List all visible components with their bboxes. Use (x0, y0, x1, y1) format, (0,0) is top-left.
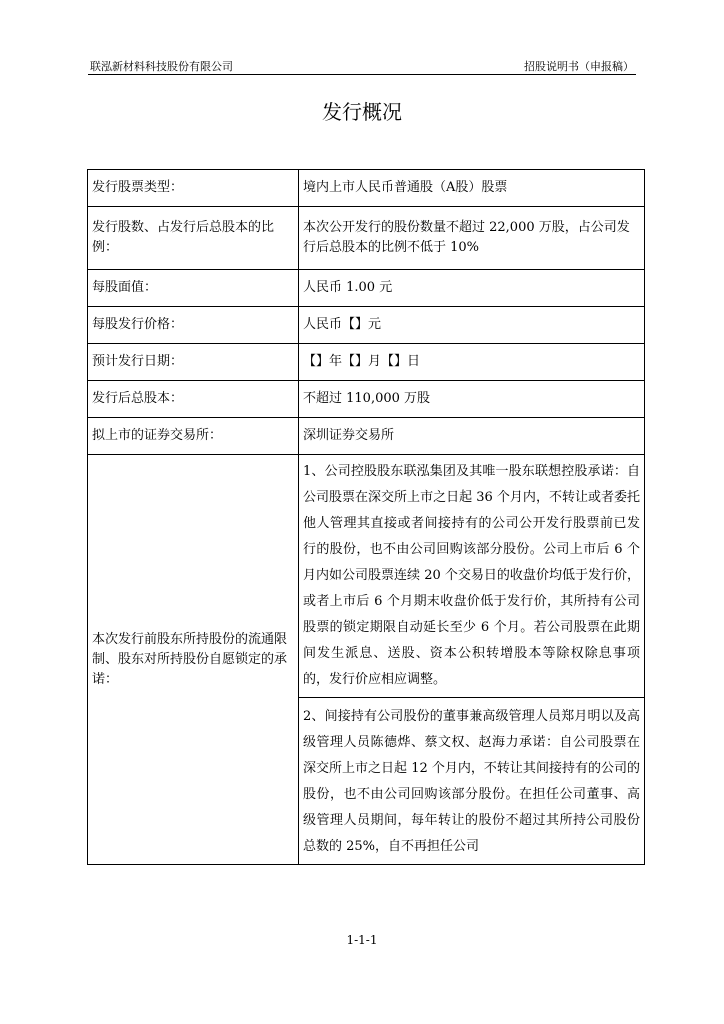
row-value: 深圳证券交易所 (299, 418, 645, 455)
lockup-label: 本次发行前股东所持股份的流通限制、股东对所持股份自愿锁定的承诺： (88, 455, 299, 865)
commitment-paragraph: 1、公司控股股东联泓集团及其唯一股东联想控股承诺：自公司股票在深交所上市之日起 36 个月内，不转让或者委托他人管理其直接或者间接持有的公司公开发行股票前已发行的股份，也不由公司回购该部分股份。公司上市后 6 个月内如公司股票连续 20 个交易日的收盘价均低于发行价，或者上市后 6 个月期末收盘价低于发行价，其所持有公司股票的锁定期限自动延长至少 6 个月。若公司股票在此期间发生派息、送股、资本公积转增股本等除权除息事项的，发行价应相应调整。 (303, 464, 640, 687)
row-value: 【】年【】月【】日 (299, 344, 645, 381)
lockup-commitments (299, 455, 645, 865)
row-value: 本次公开发行的股份数量不超过 22,000 万股，占公司发行后总股本的比例不低于 10% (299, 207, 645, 270)
table-row (88, 344, 645, 381)
row-label: 发行股数、占发行后总股本的比例： (88, 207, 299, 270)
table-row (88, 381, 645, 418)
table-row (88, 207, 645, 270)
row-value: 不超过 110,000 万股 (299, 381, 645, 418)
header-company-name: 联泓新材料科技股份有限公司 (90, 60, 233, 73)
row-label: 发行股票类型： (88, 170, 299, 207)
table-row (88, 307, 645, 344)
page-header (88, 56, 636, 75)
commitment-paragraph: 2、间接持有公司股份的董事兼高级管理人员郑月明以及高级管理人员陈德烨、蔡文权、赵海力承诺：自公司股票在深交所上市之日起 12 个月内，不转让其间接持有的公司的股份，也不由公司回购该部分股份。在担任公司董事、高级管理人员期间，每年转让的股份不超过其所持公司股份总数的 25%，自不再担任公司 (299, 697, 644, 864)
table-row (88, 270, 645, 307)
table-row (88, 170, 645, 207)
row-label: 预计发行日期： (88, 344, 299, 381)
row-value: 人民币 1.00 元 (299, 270, 645, 307)
row-label: 每股面值： (88, 270, 299, 307)
offering-overview-table (87, 169, 645, 865)
page-title: 发行概况 (322, 100, 402, 124)
row-label: 每股发行价格： (88, 307, 299, 344)
page-number: 1-1-1 (346, 933, 378, 947)
header-document-type: 招股说明书（申报稿） (524, 60, 634, 73)
table-row-lockup (88, 455, 645, 865)
row-label: 拟上市的证券交易所： (88, 418, 299, 455)
row-label: 发行后总股本： (88, 381, 299, 418)
row-value: 境内上市人民币普通股（A股）股票 (299, 170, 645, 207)
table-row (88, 418, 645, 455)
row-value: 人民币【】元 (299, 307, 645, 344)
